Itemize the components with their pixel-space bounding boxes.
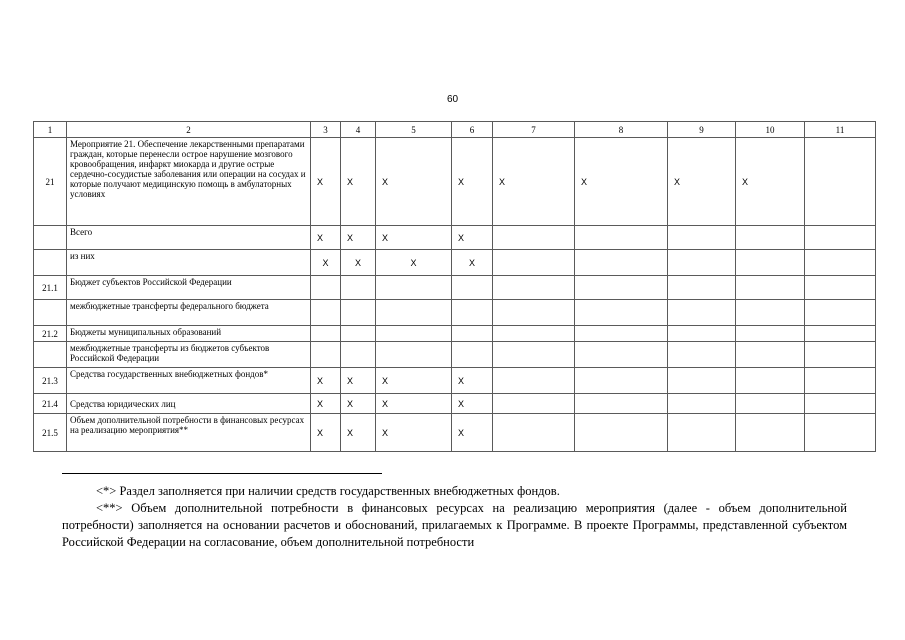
row-number: 21.2	[34, 326, 67, 342]
row-number	[34, 250, 67, 276]
table-cell	[805, 250, 876, 276]
table-cell	[452, 342, 493, 368]
table-cell: X	[452, 138, 493, 226]
table-cell: X	[668, 138, 736, 226]
table-cell	[376, 300, 452, 326]
header-cell: 7	[493, 122, 575, 138]
table-cell	[668, 326, 736, 342]
footnotes	[62, 483, 847, 551]
table-header-row	[34, 122, 876, 138]
table-cell	[341, 326, 376, 342]
table-row	[34, 138, 876, 226]
table-row	[34, 300, 876, 326]
table-cell	[575, 250, 668, 276]
table-cell: X	[452, 226, 493, 250]
table-cell: X	[452, 414, 493, 452]
table-cell	[493, 342, 575, 368]
row-description: Средства юридических лиц	[67, 394, 311, 414]
row-description: Всего	[67, 226, 311, 250]
header-cell: 6	[452, 122, 493, 138]
table-cell: X	[376, 250, 452, 276]
table-cell	[311, 342, 341, 368]
table-cell	[493, 368, 575, 394]
table-cell: X	[341, 414, 376, 452]
table-cell	[736, 300, 805, 326]
table-cell: X	[452, 250, 493, 276]
table-cell: X	[311, 368, 341, 394]
row-number: 21.4	[34, 394, 67, 414]
table-cell	[805, 276, 876, 300]
table-cell	[311, 276, 341, 300]
table-cell	[575, 226, 668, 250]
table-cell	[736, 368, 805, 394]
table-cell	[805, 342, 876, 368]
table-cell	[736, 414, 805, 452]
table-cell: X	[341, 138, 376, 226]
row-number: 21	[34, 138, 67, 226]
header-cell: 3	[311, 122, 341, 138]
table-cell: X	[311, 226, 341, 250]
table-cell: X	[493, 138, 575, 226]
table-cell: X	[452, 368, 493, 394]
table-cell	[668, 250, 736, 276]
row-description: межбюджетные трансферты федерального бюджета	[67, 300, 311, 326]
table-row	[34, 250, 876, 276]
table-cell	[575, 368, 668, 394]
table-cell	[493, 276, 575, 300]
header-cell: 2	[67, 122, 311, 138]
table-row	[34, 326, 876, 342]
table-cell	[493, 414, 575, 452]
table-cell: X	[341, 250, 376, 276]
row-number: 21.5	[34, 414, 67, 452]
row-description: Мероприятие 21. Обеспечение лекарственными препаратами граждан, которые перенесли острое нарушение мозгового кровообращения, инфаркт миокарда и другие острые сердечно-сосудистые заболевания или операции на сосудах и которые получают медицинскую помощь в амбулаторных условиях	[67, 138, 311, 226]
row-description: из них	[67, 250, 311, 276]
table-cell: X	[376, 394, 452, 414]
table-cell: X	[376, 368, 452, 394]
table-cell	[341, 300, 376, 326]
table-cell: X	[311, 394, 341, 414]
footnote-1: <*> Раздел заполняется при наличии средств государственных внебюджетных фондов.	[96, 484, 560, 498]
table-cell	[805, 138, 876, 226]
header-cell: 11	[805, 122, 876, 138]
page-number: 60	[446, 94, 459, 105]
table-cell: X	[736, 138, 805, 226]
table-cell	[493, 250, 575, 276]
table-cell: X	[341, 226, 376, 250]
footnote-2: <**> Объем дополнительной потребности в финансовых ресурсах на реализацию мероприятия (далее - объем дополнительной потребности) заполняется на основании расчетов и обоснований, прилагаемых к Программе. В проекте Программы, представленной субъектом Российской Федерации на согласование, объем дополнительной потребности	[62, 501, 847, 549]
table-cell: X	[311, 138, 341, 226]
table-cell	[736, 326, 805, 342]
table-cell	[575, 342, 668, 368]
table-cell	[575, 394, 668, 414]
row-number	[34, 300, 67, 326]
table-cell	[668, 368, 736, 394]
table-row	[34, 394, 876, 414]
table-cell: X	[341, 368, 376, 394]
table-cell: X	[311, 414, 341, 452]
table-row	[34, 414, 876, 452]
table-cell: X	[575, 138, 668, 226]
table-cell	[376, 326, 452, 342]
table-cell	[805, 300, 876, 326]
table-cell	[668, 276, 736, 300]
header-cell: 1	[34, 122, 67, 138]
table-cell	[493, 326, 575, 342]
table-cell	[493, 394, 575, 414]
table-cell	[575, 300, 668, 326]
row-number: 21.1	[34, 276, 67, 300]
header-cell: 8	[575, 122, 668, 138]
table-cell	[452, 300, 493, 326]
header-cell: 9	[668, 122, 736, 138]
table-cell	[736, 250, 805, 276]
table-cell	[736, 342, 805, 368]
table-cell	[452, 326, 493, 342]
table-cell	[805, 414, 876, 452]
table-cell	[341, 342, 376, 368]
table-cell	[376, 342, 452, 368]
row-number	[34, 226, 67, 250]
table-cell	[311, 300, 341, 326]
table-cell	[341, 276, 376, 300]
header-cell: 10	[736, 122, 805, 138]
table-row	[34, 368, 876, 394]
row-number: 21.3	[34, 368, 67, 394]
row-description: Бюджеты муниципальных образований	[67, 326, 311, 342]
table-cell	[376, 276, 452, 300]
table-cell	[668, 300, 736, 326]
table-cell: X	[341, 394, 376, 414]
row-description: Объем дополнительной потребности в финансовых ресурсах на реализацию мероприятия**	[67, 414, 311, 452]
table-cell	[805, 394, 876, 414]
table-cell	[736, 276, 805, 300]
table-cell	[805, 326, 876, 342]
footnote-divider	[62, 473, 382, 474]
table-row	[34, 276, 876, 300]
table-cell: X	[452, 394, 493, 414]
table-cell	[668, 342, 736, 368]
table-row	[34, 342, 876, 368]
table-cell	[575, 414, 668, 452]
table-cell: X	[376, 226, 452, 250]
table-cell	[668, 226, 736, 250]
header-cell: 4	[341, 122, 376, 138]
table-cell	[575, 326, 668, 342]
table-row	[34, 226, 876, 250]
table-cell	[668, 414, 736, 452]
table-cell: X	[376, 414, 452, 452]
row-description: Средства государственных внебюджетных фондов*	[67, 368, 311, 394]
row-number	[34, 342, 67, 368]
table-cell	[311, 326, 341, 342]
table-cell	[575, 276, 668, 300]
row-description: Бюджет субъектов Российской Федерации	[67, 276, 311, 300]
table-cell	[736, 394, 805, 414]
table-cell	[493, 226, 575, 250]
table-cell	[805, 368, 876, 394]
header-cell: 5	[376, 122, 452, 138]
table-cell: X	[376, 138, 452, 226]
table-cell	[452, 276, 493, 300]
table-cell	[736, 226, 805, 250]
table-cell	[805, 226, 876, 250]
row-description: межбюджетные трансферты из бюджетов субъектов Российской Федерации	[67, 342, 311, 368]
table-cell: X	[311, 250, 341, 276]
financing-table	[33, 121, 876, 452]
table-cell	[668, 394, 736, 414]
table-cell	[493, 300, 575, 326]
